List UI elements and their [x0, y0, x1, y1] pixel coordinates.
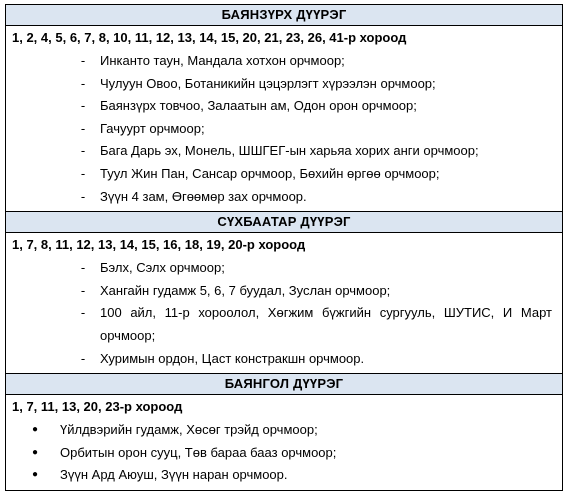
district-header-sukhbaatar: СҮХБААТАР ДҮҮРЭГ [6, 212, 562, 233]
dash-marker: - [80, 143, 86, 159]
list-item [12, 95, 556, 118]
list-item-text: орчмоор; [100, 327, 156, 343]
dash-marker: - [80, 98, 86, 114]
list-item [12, 163, 556, 186]
khoroo-list: 1, 2, 4, 5, 6, 7, 8, 10, 11, 12, 13, 14, 15, 20, 21, 23, 26, 41-р хороод [12, 30, 407, 45]
list-item-text: Бага Дарь эх, Монель, ШШГЕГ-ын харьяа хорих анги орчмоор; [100, 143, 479, 159]
khoroo-list: 1, 7, 8, 11, 12, 13, 14, 15, 16, 18, 19, 20-р хороод [12, 237, 306, 253]
dash-marker: - [80, 165, 86, 181]
list-item [12, 73, 556, 96]
district-body-sukhbaatar [6, 233, 562, 374]
district-header-bayanzurkh: БАЯНЗҮРХ ДҮҮРЭГ [6, 5, 562, 26]
district-body-bayanzurkh [6, 26, 562, 212]
list-item [12, 50, 556, 73]
bullet-icon: ● [31, 469, 39, 481]
list-item [12, 419, 556, 442]
list-item-text: Баянзүрх товчоо, Залаатын ам, Одон орон орчмоор; [100, 98, 417, 114]
list-item-text: Хангайн гудамж 5, 6, 7 буудал, Зуслан орчмоор; [100, 282, 391, 298]
khoroo-list: 1, 7, 11, 13, 20, 23-р хороод [12, 399, 183, 415]
dash-marker: - [80, 188, 86, 204]
list-item-text: Орбитын орон сууц, Төв бараа бааз орчмоор; [60, 444, 337, 460]
list-item-text: Инканто таун, Мандала хотхон орчмоор; [100, 53, 345, 68]
list-item-text: Чулуун Овоо, Ботаникийн цэцэрлэгт хүрээлэн орчмоор; [100, 75, 436, 91]
dash-marker: - [80, 53, 86, 68]
list-item-text: Бэлх, Сэлх орчмоор; [100, 260, 225, 276]
location-list [12, 419, 556, 487]
list-item [12, 302, 556, 325]
list-item [12, 464, 556, 487]
dash-marker: - [80, 260, 86, 276]
list-item [12, 257, 556, 280]
list-item-text: Зүүн Ард Аюуш, Зүүн наран орчмоор. [60, 467, 288, 483]
list-item [12, 442, 556, 465]
list-item-text: 100 айл, 11-р хороолол, Хөгжим бүжгийн сургууль, ШУТИС, И Март [100, 305, 552, 321]
location-list [12, 50, 556, 208]
list-item-text: Туул Жин Пан, Сансар орчмоор, Бөхийн өргөө орчмоор; [100, 165, 440, 181]
list-item-text: Хуримын ордон, Цаст констракшн орчмоор. [100, 350, 365, 366]
list-item-continuation [12, 325, 556, 348]
bullet-icon: ● [31, 424, 39, 436]
list-item [12, 118, 556, 141]
dash-marker: - [80, 120, 86, 136]
list-item [12, 348, 556, 371]
district-header-bayangol: БАЯНГОЛ ДҮҮРЭГ [6, 374, 562, 395]
dash-marker: - [80, 282, 86, 298]
bullet-icon: ● [31, 446, 39, 458]
dash-marker: - [80, 350, 86, 366]
list-item [12, 186, 556, 209]
list-item-text: Зүүн 4 зам, Өгөөмөр зах орчмоор. [100, 188, 307, 204]
list-item [12, 280, 556, 303]
location-list [12, 257, 556, 370]
dash-marker: - [80, 305, 86, 321]
dash-marker: - [80, 75, 86, 91]
list-item-text: Гачуурт орчмоор; [100, 120, 205, 136]
list-item [12, 140, 556, 163]
district-table [5, 4, 563, 491]
district-body-bayangol [6, 395, 562, 490]
list-item-text: Үйлдвэрийн гудамж, Хөсөг трэйд орчмоор; [60, 422, 318, 438]
